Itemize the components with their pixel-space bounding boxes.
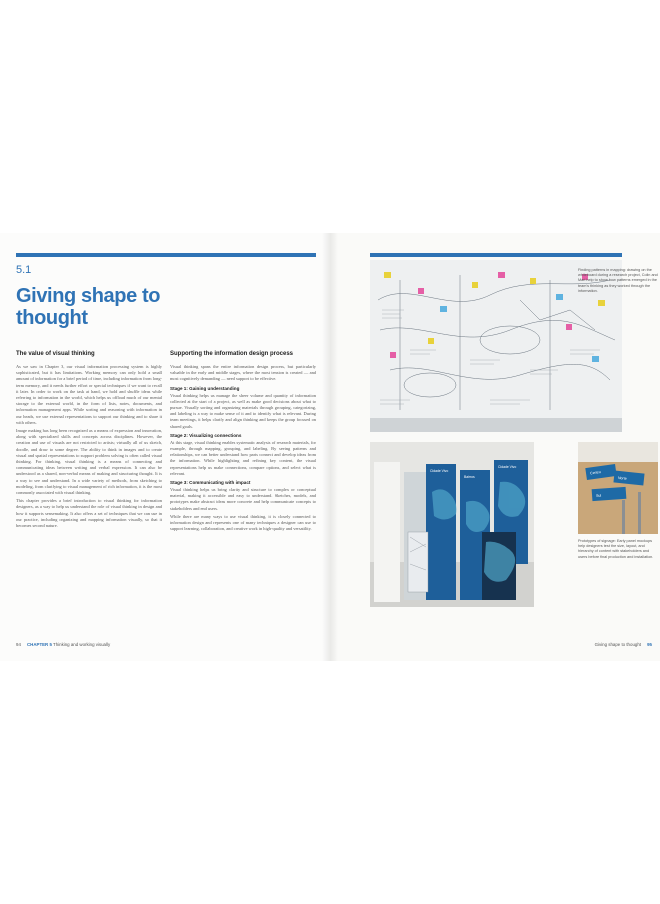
page-title: Giving shape to thought [16,285,161,329]
book-gutter [322,233,338,661]
stage-one-text: Visual thinking helps us manage the sheer volume and quantity of information collected at the start of a project, as well as make good decisions about what to pursue. Visually sorting and organizing materials through grouping, categorizing, and labeling is a way to make sense of it and to identify what is relevant. During team meetings, it helps clarify and align thinking and keeps the group focused on shared goals. [170,392,316,429]
right-page [330,233,660,661]
exhibition-illustration [370,442,534,607]
column-one-paragraph: Image making has long been recognized as a means of expression and innovation, along with specialized skills and concepts across disciplines. However, the creation and use of visuals are not restricted to artists; virtually all of us sketch, doodle, and draw to some degree. The ability to think in images and to create visual and spatial representations to support problem solving is often called visual thinking. For thinking, visual thinking is a means of connecting and communicating ideas between writing and verbal expression. It can also be understood as a shared, non-verbal means of making and structuring thought. It is a way to see and understand. In a wide variety of methods, from sketching to modeling, from clarifying to visual management of rich information, it is the most commonly associated with visual thinking. [16,428,162,496]
column-two-heading: Supporting the information design process [170,351,294,357]
right-color-bar [370,253,622,257]
signage-illustration [578,442,658,534]
column-two-closing: While there are many ways to use visual thinking, it is closely connected to information design and represents one of many techniques a designer can use to support learning, collaboration, and creative work in high-quality and versatility. [170,513,316,532]
sign-label: Centro [589,470,602,476]
panel-label: Cidade Vivo [498,465,517,469]
caption-bottom: Prototypes of signage: Early panel mockups help designers test the size, layout, and hierarchy of content with stakeholders and users before final production and installation. [578,539,654,559]
column-two-intro: Visual thinking spans the entire information design process, but particularly valuable in the early and middle stages, where the most tension is created — and most cognitively demanding — need support to be effective. [170,364,316,382]
section-number: 5.1 [16,264,32,276]
book-spread [0,233,660,661]
left-folio: 94 [16,642,21,647]
stage-one-heading: Stage 1: Gaining understanding [170,385,240,391]
right-folio: 95 [647,642,652,647]
column-one-heading: The value of visual thinking [16,351,95,357]
chapter-label: CHAPTER 5 [27,642,52,647]
panel-label: Bairros [464,475,475,479]
panel-label: Cidade Vivo [430,469,449,473]
column-one-paragraph: As we saw in Chapter 3, our visual information processing system is highly sophisticated, but it has limitations. Working memory can only hold a small amount of information for a brief period of time, including information from long-term memory, and it needs further effort or special techniques if we want to recall it later. In order to work on the task at hand, we hold and shuffle ideas while referring to information in the world, which helps us offload much of our mental storage to the external world, in the form of lists, notes, documents, and information management apps. While sorting and reasoning with information in our heads, we use external representations to support our thinking and to share it with others. [16,364,162,425]
sign-label: Sul [595,493,602,498]
stage-three-text: Visual thinking helps us bring clarity and structure to complex or conceptual material, making it accessible and easy to understand. Sketches, models, and prototypes make abstract ideas more concrete and help communicate concepts to stakeholders and end users. [170,487,316,511]
caption-top: Finding patterns in mapping: drawing on the whiteboard during a research project, Colin and Mari help to show how patterns emerged in the team's thinking as they worked through the information. [578,268,658,293]
stage-two-text: At this stage, visual thinking enables systematic analysis of research materials, for example, through mapping, grouping, and labeling. By seeing patterns and relationships, we can better understand how parts connect and develop ideas from the information. While highlighting and refining key content, the visual representations help us make connections, compare options, and select what is relevant. [170,439,316,476]
column-two [170,351,316,534]
stage-two-heading: Stage 2: Visualizing connections [170,432,242,438]
column-one-paragraph: This chapter provides a brief introduction to visual thinking for information designers, as a way to help us understand the role of visual thinking in design and how it supports sensemaking. It also offers a set of techniques that we can use in our practice, including organizing and mapping information visually, so that it becomes second nature. [16,498,162,529]
running-head: Giving shape to thought [594,642,641,647]
stage-three-heading: Stage 3: Communicating with impact [170,480,251,486]
column-one [16,351,162,531]
left-footer [16,642,110,647]
sign-label: Norte [617,475,627,481]
chapter-title: Thinking and working visually [53,642,111,647]
section-color-bar [16,253,316,257]
exhibition-photo [370,442,534,607]
signage-photo [578,442,658,534]
right-footer [595,642,652,647]
left-page [0,233,330,661]
